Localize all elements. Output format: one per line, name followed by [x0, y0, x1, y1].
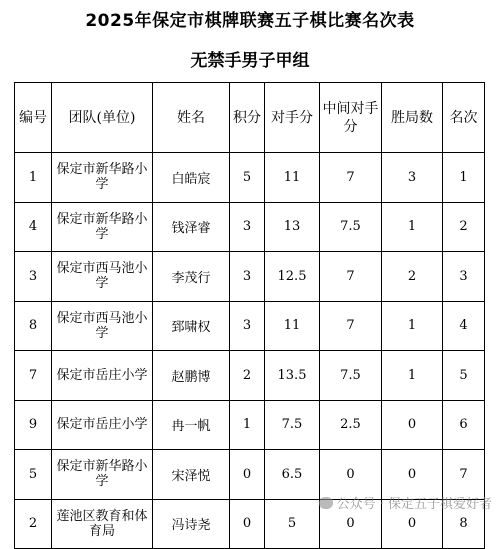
cell-team: 保定市新华路小学 [52, 450, 153, 500]
cell-name: 钱泽睿 [153, 202, 230, 252]
page-title: 2025年保定市棋牌联赛五子棋比赛名次表 [85, 11, 415, 31]
cell-opponent-score: 11 [265, 301, 320, 351]
cell-name: 李茂行 [153, 252, 230, 302]
cell-middle-opponent-score: 7 [320, 252, 382, 302]
header-points: 积分 [230, 83, 265, 153]
cell-middle-opponent-score: 7.5 [320, 202, 382, 252]
cell-id: 9 [15, 400, 52, 450]
cell-name: 白皓宸 [153, 153, 230, 203]
header-wins: 胜局数 [382, 83, 443, 153]
cell-opponent-score: 5 [265, 499, 320, 549]
cell-points: 3 [230, 202, 265, 252]
cell-name: 冉一帆 [153, 400, 230, 450]
cell-middle-opponent-score: 0 [320, 499, 382, 549]
cell-team: 保定市新华路小学 [52, 153, 153, 203]
header-middle-opponent-score: 中间对手分 [320, 83, 382, 153]
cell-rank: 4 [443, 301, 485, 351]
watermark-text: 公众号 · 保定五子棋爱好者 [336, 497, 492, 512]
cell-wins: 0 [382, 450, 443, 500]
cell-team: 保定市新华路小学 [52, 202, 153, 252]
cell-points: 1 [230, 400, 265, 450]
cell-id: 7 [15, 351, 52, 401]
cell-middle-opponent-score: 0 [320, 450, 382, 500]
cell-name: 赵鹏博 [153, 351, 230, 401]
cell-team: 莲池区教育和体育局 [52, 499, 153, 549]
table-row [15, 202, 485, 252]
cell-points: 3 [230, 252, 265, 302]
cell-team: 保定市岳庄小学 [52, 351, 153, 401]
header-opponent-score: 对手分 [265, 83, 320, 153]
cell-points: 3 [230, 301, 265, 351]
cell-rank: 7 [443, 450, 485, 500]
cell-id: 2 [15, 499, 52, 549]
header-id: 编号 [15, 83, 52, 153]
cell-middle-opponent-score: 7 [320, 153, 382, 203]
cell-wins: 1 [382, 202, 443, 252]
cell-name: 宋泽悦 [153, 450, 230, 500]
table-row [15, 400, 485, 450]
cell-rank: 8 [443, 499, 485, 549]
cell-points: 0 [230, 450, 265, 500]
cell-opponent-score: 6.5 [265, 450, 320, 500]
cell-middle-opponent-score: 7.5 [320, 351, 382, 401]
wechat-icon [319, 497, 333, 509]
cell-wins: 1 [382, 351, 443, 401]
cell-points: 2 [230, 351, 265, 401]
cell-name: 郅啸权 [153, 301, 230, 351]
cell-id: 5 [15, 450, 52, 500]
cell-wins: 3 [382, 153, 443, 203]
group-subtitle: 无禁手男子甲组 [190, 51, 310, 71]
watermark [319, 493, 492, 512]
results-table [14, 82, 485, 549]
cell-opponent-score: 12.5 [265, 252, 320, 302]
cell-rank: 3 [443, 252, 485, 302]
cell-rank: 1 [443, 153, 485, 203]
cell-team: 保定市岳庄小学 [52, 400, 153, 450]
cell-points: 5 [230, 153, 265, 203]
cell-middle-opponent-score: 7 [320, 301, 382, 351]
cell-middle-opponent-score: 2.5 [320, 400, 382, 450]
cell-rank: 5 [443, 351, 485, 401]
header-team: 团队(单位) [52, 83, 153, 153]
table-header-row [15, 83, 485, 153]
cell-id: 8 [15, 301, 52, 351]
cell-team: 保定市西马池小学 [52, 252, 153, 302]
cell-id: 1 [15, 153, 52, 203]
cell-id: 3 [15, 252, 52, 302]
table-row [15, 153, 485, 203]
cell-opponent-score: 11 [265, 153, 320, 203]
table-row [15, 252, 485, 302]
cell-wins: 2 [382, 252, 443, 302]
cell-wins: 0 [382, 400, 443, 450]
header-name: 姓名 [153, 83, 230, 153]
cell-opponent-score: 13 [265, 202, 320, 252]
table-row [15, 351, 485, 401]
cell-wins: 0 [382, 499, 443, 549]
table-row [15, 301, 485, 351]
cell-rank: 2 [443, 202, 485, 252]
cell-team: 保定市西马池小学 [52, 301, 153, 351]
cell-rank: 6 [443, 400, 485, 450]
cell-opponent-score: 7.5 [265, 400, 320, 450]
table-row [15, 450, 485, 500]
header-rank: 名次 [443, 83, 485, 153]
cell-wins: 1 [382, 301, 443, 351]
cell-points: 0 [230, 499, 265, 549]
cell-id: 4 [15, 202, 52, 252]
cell-opponent-score: 13.5 [265, 351, 320, 401]
cell-name: 冯诗尧 [153, 499, 230, 549]
